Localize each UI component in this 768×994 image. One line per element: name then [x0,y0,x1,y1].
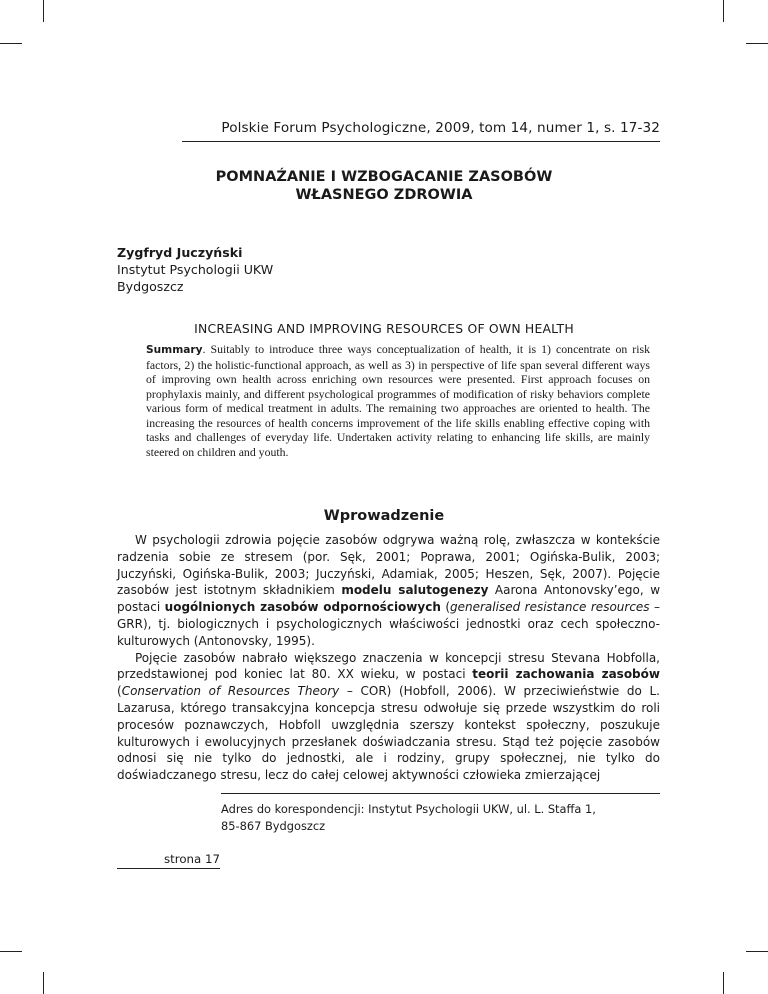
crop-mark [43,0,44,22]
crop-mark [43,972,44,994]
summary-heading: INCREASING AND IMPROVING RESOURCES OF OWN HEALTH [194,321,574,336]
crop-mark [0,951,22,952]
crop-mark [0,43,22,44]
article-title [110,168,658,204]
summary-abstract [146,342,650,459]
bold-term: modelu salutogenezy [341,583,489,598]
bold-term: uogólnionych zasobów odpornościowych [164,600,441,615]
crop-mark [723,972,724,994]
crop-mark [723,0,724,22]
text-run: – COR) (Hobfoll, 2006). W przeciwieństwie do L. Lazarusa, którego transakcyjna koncepcja stresu odwołuje się przede wszystkim do roli procesów poznawczych, Hobfoll uwzględnia szerszy kontekst społeczny, poszukuje kulturowych i ewolucyjnych przesłanek doświadczania stresu. Stąd też pojęcie zasobów odnosi się nie tylko do jednostki, ale i rodziny, grupy społecznej, nie tylko do doświadczanego stresu, lecz do całej celowej aktywności człowieka zmierzającej [117,684,660,783]
text-run: – GRR), tj. biologicznych i psychologicznych właściwości jednostki oraz cech społeczno-kulturowych (Antonovsky, 1995). [117,600,661,648]
summary-label: Summary [146,344,203,356]
footnote-line-1: Adres do korespondencji: Instytut Psychologii UKW, ul. L. Staffa 1, [221,802,596,816]
title-line-1: POMNAŹANIE I WZBOGACANIE ZASOBÓW [215,169,553,185]
footnote-line-2: 85-867 Bydgoszcz [221,819,326,833]
footnote-rule [221,793,660,794]
author-city: Bydgoszcz [117,279,184,294]
text-run: Pojęcie zasobów nabrało większego znaczenia w koncepcji stresu Stevana Hobfolla, przedstawionej pod koniec lat 80. XX wieku, w postaci [117,650,660,682]
page-number: strona 17 [117,852,220,869]
running-head: Polskie Forum Psychologiczne, 2009, tom 14, numer 1, s. 17-32 [182,120,660,142]
body-text [117,532,660,784]
italic-term: generalised resistance resources [450,600,650,615]
paragraph [117,532,660,650]
text-run: Aarona Antonovsky’ego, w postaci [117,583,661,615]
section-heading: Wprowadzenie [323,508,445,524]
text-run: ( [117,684,122,699]
footnote [221,801,660,835]
text-run: W psychologii zdrowia pojęcie zasobów odgrywa ważną rolę, zwłaszcza w kontekście radzenia sobie ze stresem (por. Sęk, 2001; Poprawa, 2001; Ogińska-Bulik, 2003; Juczyński, Ogińska-Bulik, 2003; Juczyński, Adamiak, 2005; Heszen, Sęk, 2007). Pojęcie zasobów jest istotnym składnikiem [117,533,660,598]
text-run: ( [440,600,450,615]
author-institute: Instytut Psychologii UKW [117,262,274,277]
author-name: Zygfryd Juczyński [117,245,243,260]
paragraph [117,650,660,784]
italic-term: Conservation of Resources Theory [121,684,340,699]
crop-mark [746,951,768,952]
bold-term: teorii zachowania zasobów [472,667,660,682]
crop-mark [746,43,768,44]
title-line-2: WŁASNEGO ZDROWIA [295,187,473,203]
summary-text: . Suitably to introduce three ways conceptualization of health, it is 1) concentrate on risk factors, 2) the holistic-functional approach, as well as 3) in perspective of life span several different ways of improving own health across enriching own resources were presented. First approach focuses on prophylaxis mainly, and different psychological programmes of modification of risky behaviors complete various form of medical treatment in adults. The remaining two approaches are oriented to health. The increasing the resources of health concerns improvement of the life skills enabling effective coping with tasks and challenges of everyday life. Undertaken activity relating to enhancing life skills, are mainly steered on children and youth. [146,342,650,459]
author-block [117,244,273,295]
